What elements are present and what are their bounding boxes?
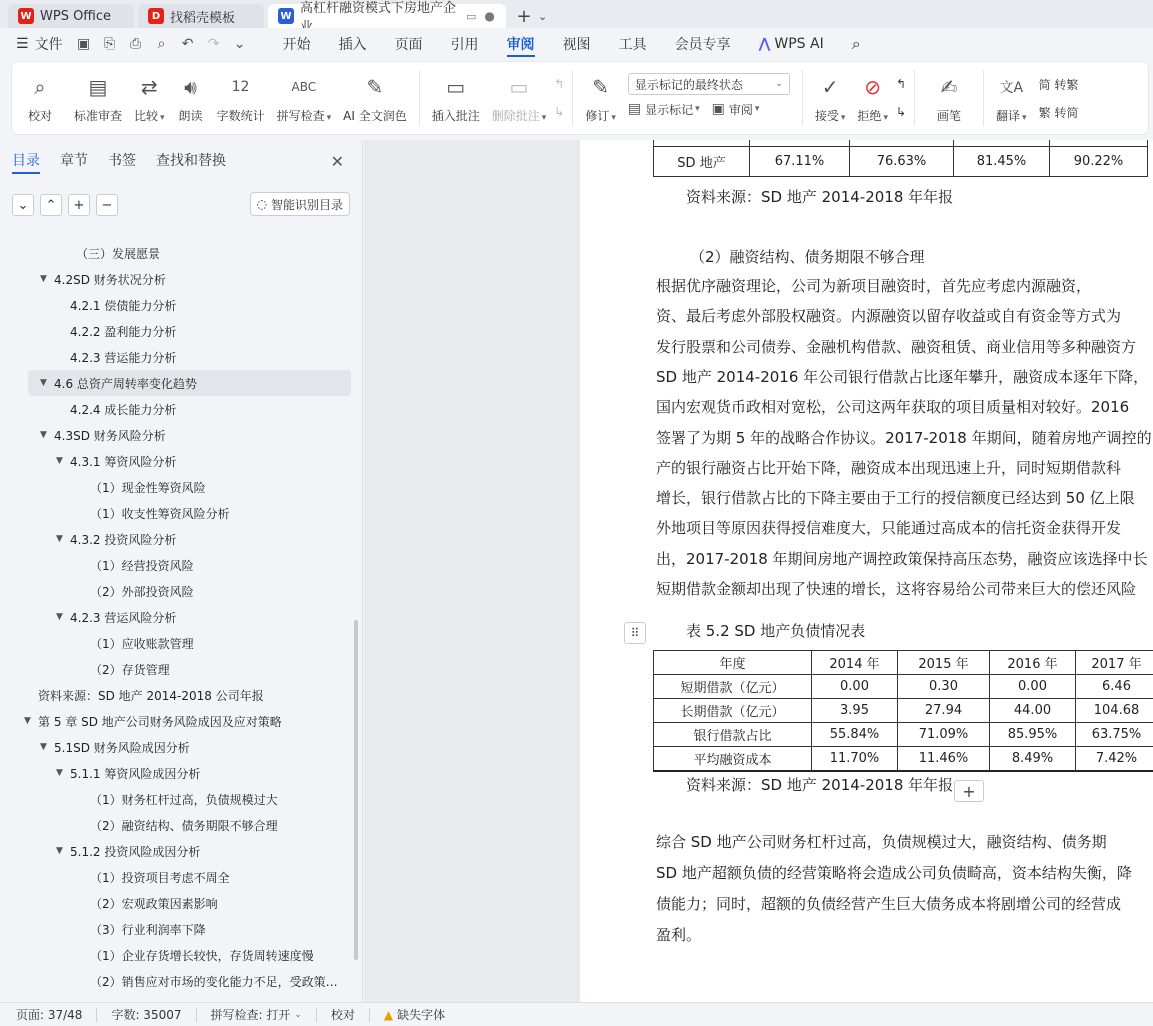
toc-item-label: （2）存货管理 bbox=[90, 662, 170, 677]
text-line: 债能力；同时，超额的负债经营产生巨大债务成本将剧增公司的经营成 bbox=[656, 895, 1122, 913]
table-header-cell: 2015 年 bbox=[898, 651, 990, 675]
table-cell: 7.42% bbox=[1076, 747, 1153, 771]
toc-item[interactable] bbox=[0, 344, 362, 370]
export-icon[interactable]: ⎘ bbox=[103, 36, 116, 52]
document-canvas bbox=[364, 140, 1153, 1002]
toc-item-label: 4.2.3 营运风险分析 bbox=[70, 610, 177, 625]
toc-item-label: （1）财务杠杆过高，负债规模过大 bbox=[90, 792, 278, 807]
toc-item[interactable] bbox=[0, 994, 362, 1000]
text-line: 出，2017-2018 年期间房地产调控政策保持高压态势，融资应该选择中长 bbox=[656, 549, 1148, 568]
table-cell: 76.63% bbox=[850, 146, 954, 176]
text-line: 增长，银行借款占比的下降主要由于工行的授信额度已经达到 50 亿上限 bbox=[656, 489, 1135, 508]
collapse-up-button[interactable]: ⌃ bbox=[40, 194, 62, 216]
review-pane-icon: ▣ bbox=[711, 101, 725, 117]
toc-item[interactable] bbox=[0, 734, 362, 760]
scrollbar-thumb[interactable] bbox=[354, 620, 358, 960]
toc-item-label: 4.2.2 盈利能力分析 bbox=[70, 324, 177, 339]
toc-item-label: （1）经营投资风险 bbox=[90, 558, 194, 573]
tab-home[interactable]: 开始 bbox=[282, 37, 311, 53]
remove-level-button[interactable]: − bbox=[96, 194, 118, 216]
divider bbox=[316, 1008, 317, 1022]
tab-label: 找稻壳模板 bbox=[170, 10, 236, 26]
toc-item[interactable] bbox=[0, 786, 362, 812]
toc-item-label bbox=[38, 999, 252, 1001]
word-count-icon: 12 bbox=[231, 78, 250, 95]
toc-item[interactable] bbox=[0, 448, 362, 474]
tab-label: 高杠杆融资模式下房地产企 bbox=[300, 1, 457, 16]
spell-check-status[interactable]: 拼写检查: 打开 ⌄ bbox=[210, 1008, 302, 1022]
toc-item-label: 4.2.3 营运能力分析 bbox=[70, 350, 177, 365]
toc-item[interactable] bbox=[0, 838, 362, 864]
divider bbox=[196, 1008, 197, 1022]
warning-icon: ▲ bbox=[383, 1007, 394, 1022]
print-icon[interactable]: ⎙ bbox=[129, 36, 142, 52]
divider bbox=[96, 1008, 97, 1022]
tab-toc[interactable]: 目录 bbox=[12, 140, 40, 180]
wps-ai-icon: ⋀ bbox=[758, 36, 771, 52]
table-cell: 6.46 bbox=[1076, 675, 1153, 699]
delete-comment-button[interactable]: ▭ 删除批注 ▾ bbox=[491, 74, 547, 123]
expand-toggle-icon[interactable]: ▼ bbox=[40, 430, 47, 440]
expand-toggle-icon[interactable]: ▼ bbox=[56, 768, 63, 778]
table-header-cell: 年度 bbox=[654, 651, 812, 675]
chevron-down-icon[interactable]: ⌄ bbox=[538, 9, 548, 23]
accept-icon: ✓ bbox=[821, 74, 839, 99]
toc-item-label: （1）收支性筹资风险分析 bbox=[90, 506, 230, 521]
chevron-down-icon: ⌄ bbox=[775, 79, 783, 89]
expand-toggle-icon[interactable]: ▼ bbox=[56, 612, 63, 622]
toc-item[interactable] bbox=[0, 864, 362, 890]
toc-item[interactable] bbox=[0, 682, 362, 708]
add-row-button[interactable]: + bbox=[954, 780, 984, 802]
tab-wps-office[interactable] bbox=[8, 4, 134, 28]
text-line: 盈利。 bbox=[656, 926, 702, 944]
toc-item-label: （1）现金性筹资风险 bbox=[90, 480, 206, 495]
toc-item[interactable] bbox=[0, 318, 362, 344]
toc-item[interactable] bbox=[0, 656, 362, 682]
read-aloud-button[interactable]: 🔊︎ 朗读 bbox=[178, 74, 203, 123]
tab-member[interactable]: 会员专享 bbox=[674, 37, 731, 53]
table-cell: 90.22% bbox=[1050, 146, 1148, 176]
table-cell: 11.70% bbox=[812, 747, 898, 771]
expand-toggle-icon[interactable]: ▼ bbox=[40, 274, 47, 284]
table-cell: 平均融资成本 bbox=[654, 747, 812, 771]
print-preview-icon[interactable]: ⌕ bbox=[157, 36, 166, 52]
accept-button[interactable]: ✓ 接受 ▾ bbox=[814, 74, 846, 123]
tab-docer-templates[interactable] bbox=[138, 4, 264, 28]
table-row bbox=[654, 723, 1153, 747]
document-page bbox=[580, 140, 1153, 1002]
file-menu[interactable]: ☰ 文件 bbox=[16, 36, 63, 53]
table-cell: 短期借款（亿元） bbox=[654, 675, 812, 699]
table-cell: 104.68 bbox=[1076, 699, 1153, 723]
tab-wps-ai[interactable]: ⋀ WPS AI bbox=[758, 36, 824, 52]
comment-add-icon: ▭ bbox=[446, 74, 466, 99]
text-line: SD 地产 2014-2016 年公司银行借款占比逐年攀升，融资成本逐年下降， bbox=[656, 367, 1149, 386]
source-note: 资料来源：SD 地产 2014-2018 年年报 bbox=[686, 188, 954, 206]
smart-icon: ◌ bbox=[256, 197, 267, 211]
missing-font-status[interactable]: ▲ 缺失字体 bbox=[383, 1007, 446, 1022]
table-cell: SD 地产 bbox=[654, 146, 750, 176]
table-cell: 44.00 bbox=[990, 699, 1076, 723]
review-ribbon bbox=[12, 62, 1148, 134]
new-tab-button[interactable]: + bbox=[516, 5, 532, 27]
section-heading: （2）融资结构、债务期限不够合理 bbox=[690, 248, 925, 266]
ai-polish-button[interactable]: ✎ AI 全文润色 bbox=[343, 74, 407, 123]
spell-check-button[interactable]: ABC 拼写检查 ▾ bbox=[271, 62, 338, 134]
to-simplified-button[interactable]: 繁 转简 bbox=[1038, 105, 1079, 120]
docer-icon: D bbox=[148, 8, 164, 24]
toc-item[interactable] bbox=[0, 916, 362, 942]
ribbon-divider bbox=[983, 70, 984, 126]
toc-item[interactable] bbox=[0, 266, 362, 292]
comment-nav-group bbox=[552, 62, 566, 134]
toc-item[interactable] bbox=[0, 604, 362, 630]
table-row bbox=[654, 675, 1153, 699]
track-changes-button[interactable]: ✎ 修订 ▾ bbox=[585, 74, 616, 123]
proofread-icon: ⌕ bbox=[34, 74, 46, 99]
tab-review[interactable]: 审阅 bbox=[507, 28, 535, 60]
toc-item-label: 4.2SD 财务状况分析 bbox=[54, 272, 166, 287]
add-level-button[interactable]: + bbox=[68, 194, 90, 216]
word-count[interactable]: 字数: 35007 bbox=[111, 1008, 182, 1022]
translate-icon: 文A bbox=[999, 79, 1024, 96]
toc-item[interactable] bbox=[0, 552, 362, 578]
expand-toggle-icon[interactable]: ▼ bbox=[56, 534, 63, 544]
toc-item-label: 4.3SD 财务风险分析 bbox=[54, 428, 166, 443]
close-icon[interactable]: ✕ bbox=[330, 152, 344, 171]
table-cell: 81.45% bbox=[954, 146, 1050, 176]
text-line: 短期借款金额却出现了快速的增长，这将容易给公司带来巨大的偿还风险 bbox=[656, 580, 1137, 598]
table-cell: 85.95% bbox=[990, 723, 1076, 747]
monitor-icon[interactable]: ▭ bbox=[466, 9, 477, 23]
text-line: 资、最后考虑外部股权融资。内源融资以留存收益或自有资金等方式为 bbox=[656, 307, 1122, 326]
expand-toggle-icon[interactable]: ▼ bbox=[40, 742, 47, 752]
text-line: 根据优序融资理论，公司为新项目融资时，首先应考虑内源融资， bbox=[656, 277, 1092, 295]
toc-item-label: （1）企业存货增长较快，存货周转速度慢 bbox=[90, 948, 314, 963]
toc-item[interactable] bbox=[0, 942, 362, 968]
text-line: 产的银行融资占比开始下降，融资成本出现迅速上升，同时短期借款科 bbox=[656, 458, 1122, 477]
table-header-cell: 2016 年 bbox=[990, 651, 1076, 675]
table-cell: 11.46% bbox=[898, 747, 990, 771]
previous-comment-icon[interactable]: ↰ bbox=[554, 77, 565, 91]
table-cell: 0.00 bbox=[812, 675, 898, 699]
pen-button[interactable]: ✍ 画笔 bbox=[937, 74, 962, 123]
toc-item-label: （1）投资项目考虑不周全 bbox=[90, 870, 230, 885]
toc-item-label: （2）外部投资风险 bbox=[90, 584, 194, 599]
table-header-cell: 2014 年 bbox=[812, 651, 898, 675]
table-cell: 67.11% bbox=[750, 146, 850, 176]
proofread-button[interactable]: ⌕ 校对 bbox=[27, 74, 52, 123]
tab-page[interactable]: 页面 bbox=[394, 37, 423, 53]
toc-item[interactable] bbox=[0, 292, 362, 318]
toc-item[interactable] bbox=[28, 370, 351, 396]
reject-icon: ⊘ bbox=[864, 74, 882, 99]
tab-current-document[interactable] bbox=[268, 1, 506, 28]
tab-insert[interactable]: 插入 bbox=[338, 37, 367, 53]
hamburger-icon: ☰ bbox=[16, 36, 29, 52]
markup-state-select[interactable]: 显示标记的最终状态 ⌄ bbox=[628, 73, 790, 95]
toc-item-label: （2）销售应对市场的变化能力不足，受政策… bbox=[90, 974, 338, 989]
undo-icon[interactable]: ↶ bbox=[181, 36, 194, 52]
tab-sections[interactable]: 章节 bbox=[60, 153, 88, 169]
source-note: 资料来源：SD 地产 2014-2018 年年报 bbox=[686, 776, 954, 794]
move-handle-icon[interactable]: ⠿ bbox=[624, 622, 646, 644]
tab-view[interactable]: 视图 bbox=[562, 37, 591, 53]
compare-icon: ⇄ bbox=[140, 74, 158, 99]
table-cell: 0.00 bbox=[990, 675, 1076, 699]
chevron-down-icon[interactable]: ⌄ bbox=[233, 36, 246, 52]
toc-item-label: 5.1.2 投资风险成因分析 bbox=[70, 844, 201, 859]
tab-references[interactable]: 引用 bbox=[450, 37, 479, 53]
magic-wand-icon: ✎ bbox=[366, 74, 384, 99]
tab-find-replace[interactable]: 查找和替换 bbox=[156, 153, 226, 169]
next-comment-icon[interactable]: ↳ bbox=[554, 105, 565, 119]
toc-item[interactable] bbox=[0, 760, 362, 786]
text-line: 外地项目等原因获得授信难度大，只能通过高成本的信托资金获得开发 bbox=[656, 519, 1122, 538]
expand-toggle-icon[interactable]: ▼ bbox=[56, 456, 63, 466]
toc-item-label: 5.1.1 筹资风险成因分析 bbox=[70, 766, 201, 781]
table-cell: 71.09% bbox=[898, 723, 990, 747]
tab-label: WPS Office bbox=[40, 8, 112, 24]
proof-status[interactable]: 校对 bbox=[330, 1008, 355, 1022]
table-cell: 55.84% bbox=[812, 723, 898, 747]
toc-item-label: （2）宏观政策因素影响 bbox=[90, 896, 218, 911]
track-changes-icon: ✎ bbox=[592, 74, 609, 99]
table-header-cell: 2017 年 bbox=[1076, 651, 1153, 675]
close-dot-icon[interactable]: ● bbox=[484, 9, 495, 23]
table-cell: 27.94 bbox=[898, 699, 990, 723]
compare-button[interactable]: ⇄ 比较 ▾ bbox=[134, 74, 165, 123]
toc-item[interactable] bbox=[0, 968, 362, 994]
table-cell: 63.75% bbox=[1076, 723, 1153, 747]
top-table bbox=[653, 140, 1148, 177]
translate-button[interactable]: 文A 翻译 ▾ bbox=[990, 62, 1033, 134]
convert-group bbox=[1033, 62, 1085, 134]
show-markup-icon: ▤ bbox=[627, 101, 642, 117]
toc-item[interactable] bbox=[0, 526, 362, 552]
next-change-icon[interactable]: ↳ bbox=[895, 105, 907, 119]
change-nav-group bbox=[894, 62, 908, 134]
table-caption: 表 5.2 SD 地产负债情况表 bbox=[686, 622, 866, 640]
toc-item-label: （2）融资结构、债务期限不够合理 bbox=[90, 818, 278, 833]
table-cell: 0.30 bbox=[898, 675, 990, 699]
ribbon-divider bbox=[572, 70, 573, 126]
standard-review-button[interactable]: ▤ 标准审查 bbox=[74, 74, 123, 123]
toc-item-label: 4.3.1 筹资风险分析 bbox=[70, 454, 177, 469]
table-row bbox=[654, 747, 1153, 771]
to-traditional-button[interactable]: 简 转繁 bbox=[1038, 77, 1079, 92]
toc-item-label: 4.2.1 偿债能力分析 bbox=[70, 298, 177, 313]
status-bar bbox=[0, 1002, 1153, 1026]
comment-delete-icon: ▭ bbox=[509, 74, 529, 99]
toc-item[interactable] bbox=[0, 708, 362, 734]
ribbon-divider bbox=[802, 70, 803, 126]
ribbon-divider bbox=[419, 70, 420, 126]
toc-item-label: 第 5 章 SD 地产公司财务风险成因及应对策略 bbox=[38, 714, 282, 729]
text-line: 国内宏观货币政相对宽松，公司这两年获取的项目质量相对较好。2016 bbox=[656, 398, 1130, 417]
ribbon-divider bbox=[914, 70, 915, 126]
previous-change-icon[interactable]: ↰ bbox=[895, 77, 907, 91]
table-cell: 8.49% bbox=[990, 747, 1076, 771]
expand-toggle-icon[interactable]: ▼ bbox=[24, 716, 31, 726]
text-line: SD 地产超额负债的经营策略将会造成公司负债畸高，资本结构失衡，降 bbox=[656, 864, 1132, 882]
menu-bar bbox=[0, 28, 1153, 60]
toc-item[interactable] bbox=[0, 890, 362, 916]
insert-comment-button[interactable]: ▭ 插入批注 bbox=[431, 74, 480, 123]
debt-table bbox=[653, 650, 1153, 772]
toc-item-label: （3）行业利润率下降 bbox=[90, 922, 206, 937]
expand-toggle-icon[interactable]: ▼ bbox=[56, 846, 63, 856]
toc-item[interactable] bbox=[0, 812, 362, 838]
toc-item[interactable] bbox=[0, 474, 362, 500]
tab-bookmarks[interactable]: 书签 bbox=[108, 153, 136, 169]
tab-tools[interactable]: 工具 bbox=[618, 37, 647, 53]
smart-toc-button[interactable]: ◌ 智能识别目录 bbox=[250, 192, 351, 216]
markup-group bbox=[622, 62, 796, 134]
word-count-button[interactable]: 12 字数统计 bbox=[211, 62, 271, 134]
toc-item[interactable] bbox=[0, 396, 362, 422]
text-line: 发行股票和公司债券、金融机构借款、融资租赁、商业信用等多种融资方 bbox=[656, 337, 1137, 356]
table-row bbox=[654, 699, 1153, 723]
toc-item-label: 5.1SD 财务风险成因分析 bbox=[54, 740, 190, 755]
reject-button[interactable]: ⊘ 拒绝 ▾ bbox=[857, 74, 888, 123]
review-pane-button[interactable]: ▣ 审阅 ▾ bbox=[711, 101, 760, 117]
toc-item-label: （三）发展愿景 bbox=[76, 246, 161, 261]
table-cell: 长期借款（亿元） bbox=[654, 699, 812, 723]
redo-icon[interactable]: ↷ bbox=[207, 36, 220, 52]
expand-toggle-icon[interactable]: ▼ bbox=[40, 378, 47, 388]
collapse-down-button[interactable]: ⌄ bbox=[12, 194, 34, 216]
search-icon[interactable]: ⌕ bbox=[851, 34, 861, 53]
abc-check-icon: ABC bbox=[291, 79, 317, 94]
toc-item[interactable] bbox=[0, 630, 362, 656]
toc-item[interactable] bbox=[0, 422, 362, 448]
toc-item-label: （1）应收账款管理 bbox=[90, 636, 194, 651]
toc-item-label: 4.3.2 投资风险分析 bbox=[70, 532, 177, 547]
text-line: 综合 SD 地产公司财务杠杆过高，负债规模过大，融资结构、债务期 bbox=[656, 833, 1107, 851]
title-tab-bar bbox=[0, 0, 1153, 28]
toc-item-label: 4.6 总资产周转率变化趋势 bbox=[54, 376, 197, 391]
text-line: 签署了为期 5 年的战略合作协议。2017-2018 年期间，随着房地产调控的 bbox=[656, 428, 1152, 447]
toc-item[interactable] bbox=[0, 240, 362, 266]
save-icon[interactable]: ▣ bbox=[76, 36, 91, 52]
navigation-pane bbox=[0, 140, 363, 1002]
word-doc-icon: W bbox=[278, 8, 294, 24]
wps-logo-icon: W bbox=[18, 8, 34, 24]
toc-item[interactable] bbox=[0, 500, 362, 526]
pen-icon: ✍ bbox=[940, 74, 958, 99]
toc-item[interactable] bbox=[0, 578, 362, 604]
show-markup-button[interactable]: ▤ 显示标记 ▾ bbox=[627, 101, 700, 117]
table-cell: 银行借款占比 bbox=[654, 723, 812, 747]
toc-list bbox=[0, 240, 362, 1000]
toc-item-label: 资料来源：SD 地产 2014-2018 公司年报 bbox=[38, 688, 264, 703]
page-indicator[interactable]: 页面: 37/48 bbox=[16, 1008, 83, 1022]
toc-item-label: 4.2.4 成长能力分析 bbox=[70, 402, 177, 417]
divider bbox=[369, 1008, 370, 1022]
speaker-icon: 🔊︎ bbox=[184, 74, 197, 99]
document-check-icon: ▤ bbox=[88, 74, 108, 99]
table-cell: 3.95 bbox=[812, 699, 898, 723]
